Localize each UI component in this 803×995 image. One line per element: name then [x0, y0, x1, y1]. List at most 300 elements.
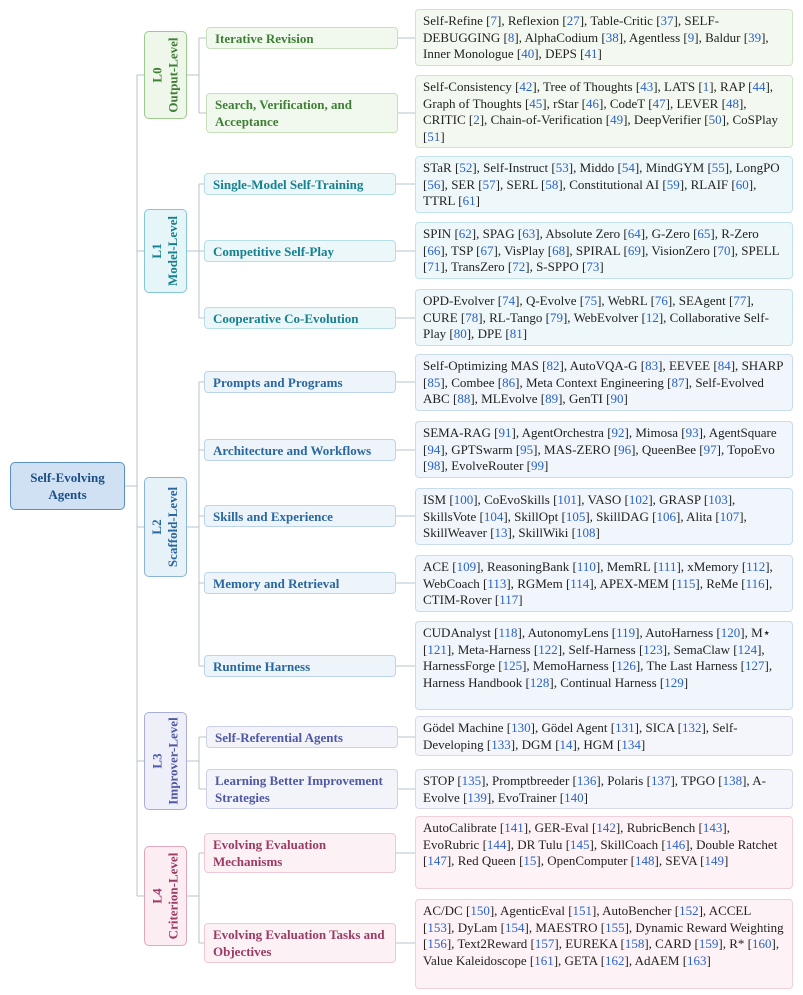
method-entry: AutoVQA-G [83], — [569, 358, 669, 373]
citation-link[interactable]: 100 — [453, 492, 474, 507]
citation-link[interactable]: 50 — [708, 112, 722, 127]
method-name: Self-Consistency — [423, 79, 516, 94]
category-memory-and-retrieval: Memory and Retrieval — [204, 572, 396, 594]
citation-link[interactable]: 27 — [566, 13, 580, 28]
method-entry: EUREKA [158], — [565, 936, 656, 951]
method-entry: AgentOrchestra [92], — [521, 425, 636, 440]
citation-link[interactable]: 115 — [676, 575, 696, 591]
citation-link[interactable]: 127 — [745, 658, 765, 673]
citation-link[interactable]: 138 — [722, 773, 743, 788]
method-entry: WebRL [76], — [607, 293, 679, 308]
method-name: Tree of Thoughts — [543, 79, 636, 94]
method-name: WebRL — [607, 293, 651, 308]
citation-link[interactable]: 57 — [482, 176, 496, 192]
citation-link[interactable]: 56 — [427, 176, 441, 192]
citation-link[interactable]: 41 — [584, 46, 598, 61]
method-name: AutonomyLens — [527, 625, 612, 640]
citation-link[interactable]: 72 — [512, 259, 526, 274]
method-entry: R* [160], — [729, 936, 780, 951]
citation-link[interactable]: 73 — [586, 259, 600, 274]
citation-link[interactable]: 145 — [570, 836, 590, 852]
citation-link[interactable]: 163 — [687, 952, 707, 968]
method-entry: AC/DC [150], — [423, 903, 500, 918]
citation-link[interactable]: 119 — [616, 625, 636, 640]
method-name: Value Kaleidoscope — [423, 952, 530, 968]
method-name: Agentless — [628, 29, 684, 45]
citation-link[interactable]: 113 — [487, 575, 507, 591]
method-name: Self-Evolved ABC — [423, 374, 764, 406]
citation-link[interactable]: 106 — [656, 508, 676, 524]
method-name: DyLam — [457, 919, 501, 935]
method-entry: RLAIF [60], — [690, 176, 757, 192]
citation-link[interactable]: 75 — [584, 293, 598, 308]
method-name: OpenComputer — [547, 853, 631, 868]
citation-link[interactable]: 64 — [627, 226, 641, 241]
method-name: DEPS — [545, 46, 581, 61]
method-entry: AdAEM [163] — [634, 952, 711, 968]
method-name: MemRL — [606, 559, 654, 574]
citation-link[interactable]: 47 — [652, 95, 666, 111]
citation-link[interactable]: 81 — [509, 326, 523, 341]
method-entry: QueenBee [97], — [641, 441, 728, 457]
citation-link[interactable]: 144 — [486, 836, 507, 852]
method-entry: SemaClaw [124], — [673, 641, 765, 657]
citation-link[interactable]: 121 — [427, 641, 447, 657]
method-entry: SPAG [63], — [482, 226, 546, 241]
method-entry: GETA [162], — [564, 952, 635, 968]
method-name: AgentSquare — [708, 425, 777, 440]
method-name: SERL — [506, 176, 542, 192]
citation-link[interactable]: 68 — [552, 242, 566, 258]
method-list — [415, 621, 793, 710]
category-self-referential-agents: Self-Referential Agents — [206, 726, 398, 748]
citation-link[interactable]: 60 — [735, 176, 749, 192]
level-node-l2 — [144, 477, 187, 577]
citation-link[interactable]: 2 — [473, 112, 480, 127]
method-name: SELF-DEBUGGING — [423, 13, 720, 45]
citation-link[interactable]: 160 — [752, 936, 772, 951]
citation-link[interactable]: 46 — [586, 95, 600, 111]
method-entry: TPGO [138], — [681, 773, 753, 788]
citation-link[interactable]: 61 — [462, 193, 476, 208]
level-id: L1 — [149, 243, 165, 259]
method-name: RubricBench — [626, 820, 699, 835]
method-name: SkillsVote — [423, 508, 480, 524]
method-name: APEX-MEM — [599, 575, 673, 591]
method-entry: CURE [78], — [423, 309, 490, 325]
method-entry: DEPS [41] — [545, 46, 602, 61]
method-entry: SkillDAG [106], — [596, 508, 687, 524]
method-entry: Graph of Thoughts [45], — [423, 95, 554, 111]
citation-link[interactable]: 59 — [666, 176, 680, 192]
method-name: Harness Handbook — [423, 674, 526, 690]
method-entry: Table-Critic [37], — [590, 13, 685, 28]
method-name: Self-Harness — [568, 641, 639, 657]
method-name: Gödel Machine — [423, 720, 507, 735]
citation-link[interactable]: 65 — [697, 226, 711, 241]
method-entry: CTIM-Rover [117] — [423, 592, 523, 607]
citation-link[interactable]: 130 — [511, 720, 531, 735]
citation-link[interactable]: 107 — [719, 508, 740, 524]
citation-link[interactable]: 147 — [427, 853, 447, 868]
method-entry: SkillsVote [104], — [423, 508, 515, 524]
citation-link[interactable]: 44 — [752, 79, 766, 94]
level-id: L0 — [149, 67, 165, 83]
citation-link[interactable]: 74 — [502, 293, 516, 308]
method-name: WebEvolver — [573, 309, 642, 325]
citation-link[interactable]: 85 — [427, 374, 441, 390]
citation-link[interactable]: 159 — [698, 936, 719, 951]
method-name: SPIRAL — [575, 242, 624, 258]
method-entry: OpenComputer [148], — [547, 853, 666, 868]
method-entry: EvoTrainer [140] — [497, 789, 588, 805]
method-name: ISM — [423, 492, 450, 507]
method-name: Text2Reward — [457, 936, 531, 951]
method-name: MAESTRO — [535, 919, 601, 935]
method-entry: DR Tulu [145], — [517, 836, 601, 852]
method-entry: GRASP [103], — [659, 492, 736, 507]
method-name: Middo — [579, 160, 618, 175]
method-name: TPGO — [681, 773, 719, 788]
citation-link[interactable]: 96 — [618, 441, 632, 457]
citation-link[interactable]: 161 — [534, 952, 554, 968]
citation-link[interactable]: 69 — [627, 242, 641, 258]
method-name: SemaClaw — [673, 641, 734, 657]
citation-link[interactable]: 134 — [621, 736, 641, 752]
citation-link[interactable]: 83 — [645, 358, 659, 373]
method-name: Meta Context Engineering — [525, 374, 668, 390]
method-name: WebCoach — [423, 575, 483, 591]
citation-link[interactable]: 55 — [711, 160, 725, 175]
method-name: SPIN — [423, 226, 455, 241]
method-entry: Mimosa [93], — [635, 425, 709, 440]
method-entry: Continual Harness [129] — [560, 674, 689, 690]
method-name: Table-Critic — [590, 13, 657, 28]
citation-link[interactable]: 76 — [654, 293, 668, 308]
method-entry: xMemory [112], — [687, 559, 773, 574]
method-entry: Combee [86], — [451, 374, 526, 390]
citation-link[interactable]: 125 — [502, 658, 523, 673]
method-name: TTRL — [423, 193, 459, 208]
method-name: VisPlay — [504, 242, 548, 258]
method-entry: M⋆ [121], — [423, 625, 771, 657]
method-entry: Self-Refine [7], — [423, 13, 508, 28]
citation-link[interactable]: 86 — [502, 374, 516, 390]
method-name: AutoCalibrate — [423, 820, 500, 835]
citation-link[interactable]: 49 — [610, 112, 624, 127]
method-name: DGM — [521, 736, 556, 752]
citation-link[interactable]: 99 — [531, 458, 544, 473]
method-name: CodeT — [609, 95, 649, 111]
method-entry: Inner Monologue [40], — [423, 46, 546, 61]
method-name: RAP — [720, 79, 749, 94]
citation-link[interactable]: 120 — [720, 625, 741, 640]
citation-link[interactable]: 42 — [519, 79, 533, 94]
method-name: Promptbreeder — [492, 773, 573, 788]
citation-link[interactable]: 82 — [546, 358, 560, 373]
citation-link[interactable]: 150 — [470, 903, 490, 918]
citation-link[interactable]: 139 — [467, 789, 487, 805]
method-entry: S-SPPO [73] — [536, 259, 604, 274]
method-entry: WebCoach [113], — [423, 575, 518, 591]
method-entry: EEVEE [84], — [668, 358, 742, 373]
citation-link[interactable]: 77 — [733, 293, 747, 308]
citation-link[interactable]: 124 — [737, 641, 758, 657]
method-name: DR Tulu — [517, 836, 566, 852]
method-name: CUDAnalyst — [423, 625, 495, 640]
citation-link[interactable]: 66 — [427, 242, 441, 258]
citation-link[interactable]: 104 — [483, 508, 504, 524]
citation-link[interactable]: 40 — [521, 46, 535, 61]
citation-link[interactable]: 9 — [687, 29, 695, 45]
category-skills-and-experience: Skills and Experience — [204, 505, 396, 527]
citation-link[interactable]: 95 — [520, 441, 534, 457]
citation-link[interactable]: 141 — [504, 820, 524, 835]
citation-link[interactable]: 131 — [615, 720, 635, 735]
category-evolving-evaluation-mechanisms: Evolving Evaluation Mechanisms — [204, 833, 396, 873]
method-entry: Red Queen [15], — [457, 853, 548, 868]
citation-link[interactable]: 137 — [650, 773, 671, 788]
category-cooperative-co-evolution: Cooperative Co-Evolution — [204, 307, 396, 329]
method-name: STOP — [423, 773, 458, 788]
citation-link[interactable]: 91 — [498, 425, 512, 440]
method-name: Absolute Zero — [545, 226, 624, 241]
citation-link[interactable]: 43 — [640, 79, 654, 94]
citation-link[interactable]: 118 — [498, 625, 518, 640]
method-entry: Constitutional AI [59], — [569, 176, 691, 192]
method-name: ACE — [423, 559, 453, 574]
method-entry: RubricBench [143], — [626, 820, 730, 835]
method-name: Reflexion — [507, 13, 563, 28]
method-name: LEVER — [676, 95, 722, 111]
method-name: EUREKA — [565, 936, 621, 951]
method-name: ReasoningBank — [486, 559, 573, 574]
method-name: LATS — [664, 79, 699, 94]
citation-link[interactable]: 12 — [645, 309, 659, 325]
citation-link[interactable]: 152 — [679, 903, 699, 918]
method-entry: CRITIC [2], — [423, 112, 491, 127]
category-prompts-and-programs: Prompts and Programs — [204, 371, 396, 393]
citation-link[interactable]: 97 — [703, 441, 717, 457]
method-name: S-SPPO — [536, 259, 582, 274]
method-entry: DeepVerifier [50], — [633, 112, 733, 127]
method-entry: TTRL [61] — [423, 193, 480, 208]
level-id: L2 — [149, 519, 165, 535]
citation-link[interactable]: 45 — [529, 95, 543, 111]
citation-link[interactable]: 156 — [427, 936, 447, 951]
citation-link[interactable]: 103 — [708, 492, 728, 507]
level-label: Improver-Level — [165, 717, 181, 805]
method-name: EvolveRouter — [451, 458, 527, 473]
citation-link[interactable]: 37 — [660, 13, 674, 28]
method-list — [415, 899, 793, 989]
method-name: VASO — [587, 492, 625, 507]
method-name: SHARP — [741, 358, 783, 373]
citation-link[interactable]: 110 — [576, 559, 596, 574]
citation-link[interactable]: 105 — [565, 508, 586, 524]
citation-link[interactable]: 92 — [611, 425, 625, 440]
citation-link[interactable]: 98 — [427, 458, 441, 473]
citation-link[interactable]: 62 — [458, 226, 472, 241]
method-entry: DGM [14], — [521, 736, 584, 752]
method-entry: SICA [132], — [645, 720, 713, 735]
method-list — [415, 156, 793, 213]
citation-link[interactable]: 129 — [664, 674, 684, 690]
method-entry: TopoEvo [98], — [423, 441, 775, 473]
method-list — [415, 816, 793, 889]
citation-link[interactable]: 142 — [596, 820, 616, 835]
citation-link[interactable]: 117 — [499, 592, 519, 607]
method-name: CoEvoSkills — [484, 492, 554, 507]
citation-link[interactable]: 111 — [657, 559, 677, 574]
citation-link[interactable]: 1 — [702, 79, 710, 94]
citation-link[interactable]: 67 — [480, 242, 494, 258]
level-id: L4 — [149, 888, 165, 904]
citation-link[interactable]: 78 — [465, 309, 479, 325]
method-name: QueenBee — [641, 441, 700, 457]
method-entry: MindGYM [55], — [645, 160, 736, 175]
citation-link[interactable]: 79 — [549, 309, 563, 325]
method-entry: Self-Instruct [53], — [483, 160, 580, 175]
method-name: Combee — [451, 374, 498, 390]
method-list — [415, 354, 793, 411]
citation-link[interactable]: 51 — [427, 128, 441, 144]
method-entry: AutoCalibrate [141], — [423, 820, 535, 835]
method-entry: Meta-Harness [122], — [457, 641, 569, 657]
level-label: Model-Level — [165, 215, 181, 287]
citation-link[interactable]: 13 — [494, 525, 508, 540]
method-name: EvoRubric — [423, 836, 483, 852]
citation-link[interactable]: 109 — [456, 559, 477, 574]
method-name: MLEvolve — [481, 391, 541, 406]
citation-link[interactable]: 153 — [427, 919, 447, 935]
method-entry: Meta Context Engineering [87], — [525, 374, 696, 390]
citation-link[interactable]: 101 — [557, 492, 577, 507]
method-name: AgenticEval — [499, 903, 569, 918]
method-entry: Text2Reward [157], — [457, 936, 566, 951]
citation-link[interactable]: 123 — [643, 641, 663, 657]
citation-link[interactable]: 108 — [576, 525, 596, 540]
method-entry: ACE [109], — [423, 559, 487, 574]
method-name: SPELL — [741, 242, 780, 258]
method-entry: GER-Eval [142], — [534, 820, 627, 835]
citation-link[interactable]: 38 — [605, 29, 619, 45]
method-name: ACCEL — [708, 903, 751, 918]
citation-link[interactable]: 112 — [746, 559, 766, 574]
level-node-l3 — [144, 712, 187, 810]
citation-link[interactable]: 158 — [624, 936, 645, 951]
citation-link[interactable]: 52 — [459, 160, 473, 175]
method-entry: Dynamic Reward Weighting [156], — [423, 919, 784, 951]
citation-link[interactable]: 132 — [681, 720, 702, 735]
method-name: Meta-Harness — [457, 641, 534, 657]
citation-link[interactable]: 88 — [457, 391, 471, 406]
method-list — [415, 488, 793, 545]
citation-link[interactable]: 140 — [564, 789, 584, 805]
citation-link[interactable]: 93 — [685, 425, 699, 440]
citation-link[interactable]: 146 — [665, 836, 686, 852]
citation-link[interactable]: 71 — [427, 259, 441, 274]
citation-link[interactable]: 80 — [453, 326, 467, 341]
citation-link[interactable]: 135 — [461, 773, 482, 788]
citation-link[interactable]: 90 — [610, 391, 624, 406]
method-entry: SEVA [149] — [665, 853, 729, 868]
method-name: CoSPlay — [732, 112, 778, 127]
method-entry: Value Kaleidoscope [161], — [423, 952, 565, 968]
citation-link[interactable]: 149 — [704, 853, 724, 868]
method-name: CARD — [655, 936, 695, 951]
citation-link[interactable]: 126 — [616, 658, 636, 673]
citation-link[interactable]: 87 — [671, 374, 685, 390]
citation-link[interactable]: 136 — [576, 773, 597, 788]
method-name: RLAIF — [690, 176, 732, 192]
citation-link[interactable]: 148 — [635, 853, 655, 868]
citation-link[interactable]: 70 — [717, 242, 731, 258]
category-runtime-harness: Runtime Harness — [204, 655, 396, 677]
citation-link[interactable]: 155 — [605, 919, 625, 935]
citation-link[interactable]: 15 — [523, 853, 537, 868]
citation-link[interactable]: 154 — [505, 919, 525, 935]
method-name: GPTSwarm — [451, 441, 516, 457]
citation-link[interactable]: 122 — [538, 641, 558, 657]
method-name: TransZero — [450, 259, 508, 274]
method-name: rStar — [553, 95, 582, 111]
method-entry: Collaborative Self-Play [80], — [423, 309, 769, 341]
method-name: EEVEE — [668, 358, 714, 373]
citation-link[interactable]: 151 — [572, 903, 593, 918]
method-entry: Harness Handbook [128], — [423, 674, 561, 690]
method-entry: EvolveRouter [99] — [451, 458, 549, 473]
method-name: Gödel Agent — [541, 720, 611, 735]
citation-link[interactable]: 84 — [717, 358, 731, 373]
method-entry: Agentless [9], — [628, 29, 706, 45]
citation-link[interactable]: 7 — [490, 13, 498, 28]
citation-link[interactable]: 157 — [534, 936, 555, 951]
citation-link[interactable]: 143 — [702, 820, 723, 835]
citation-link[interactable]: 48 — [725, 95, 739, 111]
citation-link[interactable]: 114 — [570, 575, 590, 591]
method-entry: SPIN [62], — [423, 226, 483, 241]
method-list — [415, 769, 793, 809]
citation-link[interactable]: 54 — [621, 160, 635, 175]
citation-link[interactable]: 39 — [748, 29, 762, 45]
method-entry: rStar [46], — [553, 95, 610, 111]
citation-link[interactable]: 53 — [555, 160, 569, 175]
method-name: GER-Eval — [534, 820, 592, 835]
level-node-l4 — [144, 846, 187, 946]
citation-link[interactable]: 63 — [522, 226, 536, 241]
citation-link[interactable]: 128 — [529, 674, 550, 690]
citation-link[interactable]: 58 — [545, 176, 559, 192]
citation-link[interactable]: 102 — [628, 492, 649, 507]
citation-link[interactable]: 162 — [605, 952, 625, 968]
method-list — [415, 716, 793, 756]
citation-link[interactable]: 94 — [427, 441, 441, 457]
category-iterative-revision: Iterative Revision — [206, 27, 398, 49]
citation-link[interactable]: 89 — [545, 391, 559, 406]
method-name: STaR — [423, 160, 455, 175]
method-name: AutoVQA-G — [569, 358, 641, 373]
citation-link[interactable]: 14 — [559, 736, 573, 752]
method-entry: Gödel Agent [131], — [541, 720, 646, 735]
method-entry: SHARP [85], — [423, 358, 783, 390]
method-entry: Baldur [39], — [705, 29, 769, 45]
citation-link[interactable]: 133 — [491, 736, 511, 752]
citation-link[interactable]: 116 — [745, 575, 765, 591]
citation-link[interactable]: 8 — [507, 29, 515, 45]
method-entry: HGM [134] — [583, 736, 646, 752]
method-name: DeepVerifier — [633, 112, 705, 127]
